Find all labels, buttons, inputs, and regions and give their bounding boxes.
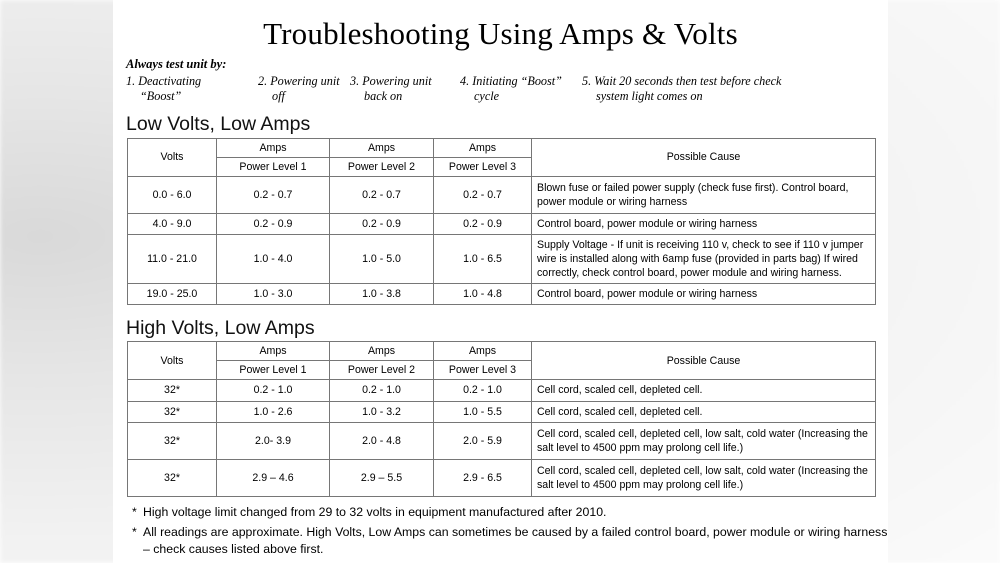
cell-amps-level-2: 1.0 - 3.2 [330, 401, 434, 422]
cell-amps-level-2: 0.2 - 1.0 [330, 380, 434, 401]
table-row [128, 283, 876, 304]
cell-amps-level-2: 2.0 - 4.8 [330, 422, 434, 459]
cell-possible-cause: Cell cord, scaled cell, depleted cell. [532, 380, 876, 401]
cell-volts: 19.0 - 25.0 [128, 283, 217, 304]
header-possible-cause: Possible Cause [532, 342, 876, 380]
cell-amps-level-1: 0.2 - 0.9 [217, 213, 330, 234]
cell-amps-level-3: 0.2 - 0.9 [434, 213, 532, 234]
header-power-level-2: Power Level 2 [330, 157, 434, 176]
cell-amps-level-2: 1.0 - 3.8 [330, 283, 434, 304]
step-4-line2: cycle [474, 88, 500, 103]
cell-amps-level-1: 0.2 - 0.7 [217, 176, 330, 213]
footnote-asterisk: * [132, 504, 137, 519]
step-2-line2: off [272, 88, 285, 103]
header-power-level-3: Power Level 3 [434, 361, 532, 380]
cell-amps-level-2: 0.2 - 0.7 [330, 176, 434, 213]
steps-row [126, 74, 888, 105]
cell-amps-level-3: 2.9 - 6.5 [434, 459, 532, 496]
table-high-header [128, 342, 876, 380]
footnote-asterisk: * [132, 525, 137, 540]
cell-possible-cause: Control board, power module or wiring harness [532, 283, 876, 304]
step-item-5 [582, 74, 832, 105]
cell-amps-level-3: 1.0 - 6.5 [434, 234, 532, 283]
table-low-header [128, 138, 876, 176]
table-row [128, 422, 876, 459]
cell-amps-level-1: 2.9 – 4.6 [217, 459, 330, 496]
footnotes [132, 504, 888, 558]
step-3-line1: 3. Powering unit [350, 73, 432, 88]
cell-amps-level-2: 0.2 - 0.9 [330, 213, 434, 234]
page-title: Troubleshooting Using Amps & Volts [263, 16, 738, 51]
cell-possible-cause: Blown fuse or failed power supply (check fuse first). Control board, power module or wiring harness [532, 176, 876, 213]
table-low-header-row-1 [128, 138, 876, 157]
cell-amps-level-3: 2.0 - 5.9 [434, 422, 532, 459]
header-possible-cause: Possible Cause [532, 138, 876, 176]
cell-amps-level-1: 1.0 - 3.0 [217, 283, 330, 304]
footnote-text: High voltage limit changed from 29 to 32 volts in equipment manufactured after 2010. [143, 504, 607, 519]
step-1-line2: “Boost” [140, 88, 182, 103]
table-high-volts-low-amps [127, 341, 876, 496]
table-high-body [128, 380, 876, 496]
cell-amps-level-1: 1.0 - 4.0 [217, 234, 330, 283]
cell-volts: 32* [128, 422, 217, 459]
table-high-header-row-1 [128, 342, 876, 361]
cell-volts: 0.0 - 6.0 [128, 176, 217, 213]
cell-volts: 11.0 - 21.0 [128, 234, 217, 283]
header-amps-3: Amps [434, 342, 532, 361]
cell-amps-level-1: 0.2 - 1.0 [217, 380, 330, 401]
step-4-line1: 4. Initiating “Boost” [460, 73, 562, 88]
section-heading-high-volts: High Volts, Low Amps [126, 317, 315, 340]
header-amps-3: Amps [434, 138, 532, 157]
cell-possible-cause: Cell cord, scaled cell, depleted cell. [532, 401, 876, 422]
cell-amps-level-1: 2.0- 3.9 [217, 422, 330, 459]
section-heading-low-volts: Low Volts, Low Amps [126, 113, 311, 136]
table-low-body [128, 176, 876, 304]
cell-volts: 32* [128, 380, 217, 401]
footnote-text: All readings are approximate. High Volts, Low Amps can sometimes be caused by a failed control board, power module or wiring harness – check causes listed above first. [143, 525, 888, 557]
header-power-level-3: Power Level 3 [434, 157, 532, 176]
cell-possible-cause: Cell cord, scaled cell, depleted cell, low salt, cold water (Increasing the salt level to 4500 ppm may prolong cell life.) [532, 459, 876, 496]
step-item-2 [258, 74, 350, 105]
header-amps-1: Amps [217, 138, 330, 157]
table-low-volts-low-amps [127, 138, 876, 305]
table-row [128, 213, 876, 234]
table-row [128, 176, 876, 213]
cell-amps-level-3: 1.0 - 4.8 [434, 283, 532, 304]
step-1-line1: 1. Deactivating [126, 73, 202, 88]
header-power-level-1: Power Level 1 [217, 157, 330, 176]
footnote-item [132, 504, 888, 521]
cell-volts: 4.0 - 9.0 [128, 213, 217, 234]
table-row [128, 380, 876, 401]
step-item-3 [350, 74, 460, 105]
cell-amps-level-1: 1.0 - 2.6 [217, 401, 330, 422]
cell-possible-cause: Control board, power module or wiring harness [532, 213, 876, 234]
header-amps-1: Amps [217, 342, 330, 361]
step-5-line2: system light comes on [596, 88, 703, 103]
cell-volts: 32* [128, 401, 217, 422]
header-power-level-1: Power Level 1 [217, 361, 330, 380]
cell-volts: 32* [128, 459, 217, 496]
header-volts: Volts [128, 342, 217, 380]
header-amps-2: Amps [330, 138, 434, 157]
steps-label: Always test unit by: [126, 57, 227, 72]
header-volts: Volts [128, 138, 217, 176]
step-item-1 [126, 74, 258, 105]
cell-amps-level-3: 0.2 - 1.0 [434, 380, 532, 401]
cell-amps-level-3: 0.2 - 0.7 [434, 176, 532, 213]
cell-possible-cause: Supply Voltage - If unit is receiving 110 v, check to see if 110 v jumper wire is installed along with 6amp fuse (provided in parts bag) If wired correctly, check control board, power module and wiring harness. [532, 234, 876, 283]
cell-amps-level-2: 1.0 - 5.0 [330, 234, 434, 283]
table-row [128, 459, 876, 496]
table-row [128, 401, 876, 422]
step-3-line2: back on [364, 88, 403, 103]
step-item-4 [460, 74, 582, 105]
footnote-item [132, 524, 888, 557]
document-page [113, 0, 888, 563]
step-2-line1: 2. Powering unit [258, 73, 340, 88]
cell-possible-cause: Cell cord, scaled cell, depleted cell, low salt, cold water (Increasing the salt level to 4500 ppm may prolong cell life.) [532, 422, 876, 459]
table-row [128, 234, 876, 283]
step-5-line1: 5. Wait 20 seconds then test before check [582, 73, 782, 88]
cell-amps-level-2: 2.9 – 5.5 [330, 459, 434, 496]
header-power-level-2: Power Level 2 [330, 361, 434, 380]
header-amps-2: Amps [330, 342, 434, 361]
cell-amps-level-3: 1.0 - 5.5 [434, 401, 532, 422]
test-procedure-block [126, 57, 888, 104]
